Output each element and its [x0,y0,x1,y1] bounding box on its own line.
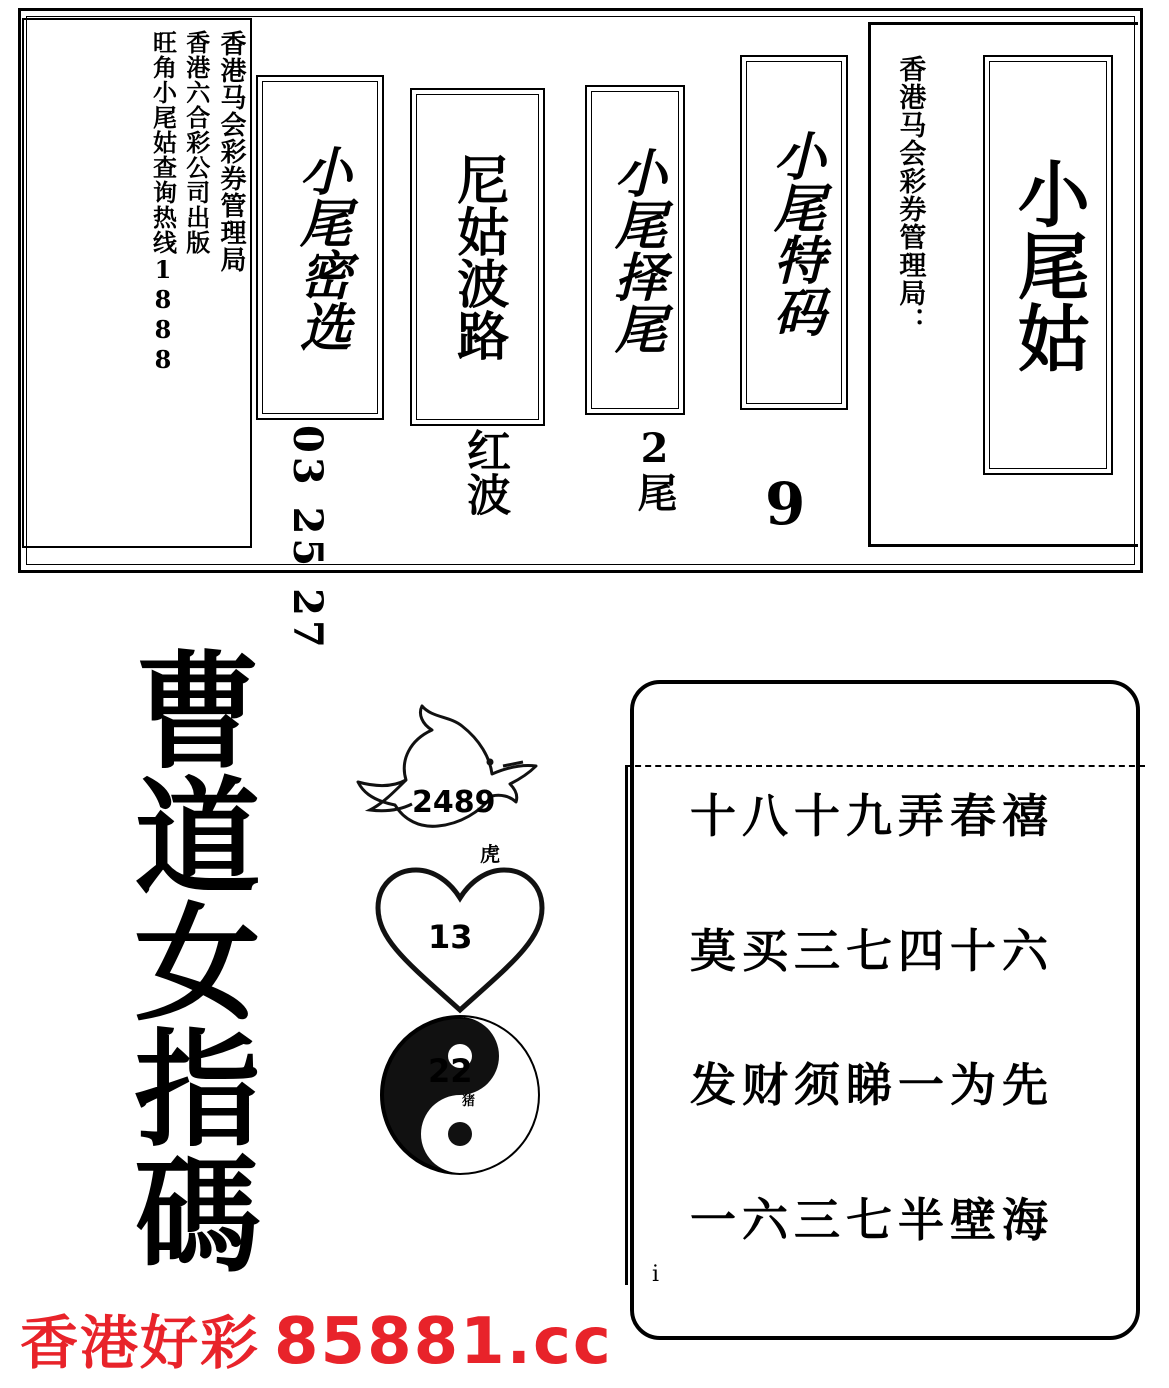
poem-mark: i [652,1262,660,1287]
cell-tema-title [740,55,848,410]
cell-bolu-inner [416,94,539,420]
cell-bowei-inner [591,91,679,409]
cell-bowei-title [585,85,685,415]
footer-watermark [20,1296,613,1380]
right-caption: 香港马会彩券管理局： [894,55,926,335]
heart-number: 13 [428,918,473,956]
cell-bowei-value: 2尾 [631,425,678,512]
poem-line-1: 十八十九弄春禧 [690,789,1054,843]
poem-line-3: 发财须睇一为先 [690,1058,1054,1113]
poem-line-2: 莫买三七四十六 [690,923,1054,978]
symbols-column [340,690,570,1230]
main-title-box [983,55,1113,475]
dove-tag: 虎 [480,842,500,866]
cell-tema-label: 小尾特码 [764,128,826,337]
footer-site-text: 85881.cc [274,1305,613,1379]
cell-bolu-title [410,88,545,426]
poem-line-4: 一六三七半壁海 [690,1192,1054,1247]
yin-yang-icon [375,1010,545,1180]
poem-lines [690,780,1120,1250]
cell-bowei-label: 小尾择尾 [605,146,667,354]
masthead-block [22,18,252,548]
yinyang-number: 22 [428,1052,473,1090]
cell-mixuan-inner [262,81,378,414]
cell-tema-value: 9 [765,470,806,538]
yinyang-tag: 猪 [462,1094,476,1109]
footer-brand-text: 香港好彩 [20,1309,261,1377]
cell-bolu-label: 尼姑波路 [447,153,509,361]
brand-title: 曹道女指碼 [114,645,261,1275]
cell-bolu-value: 红波 [459,428,510,516]
main-title-inner [989,61,1107,469]
dove-number: 2489 [412,785,496,820]
cell-mixuan-value: 03 25 27 [284,425,331,652]
masthead-column-2: 香港六合彩公司出版 [181,30,211,255]
main-title-label: 小尾姑 [1005,157,1091,373]
cell-tema-inner [746,61,842,404]
cell-mixuan-title [256,75,384,420]
masthead-column-1: 香港马会彩券管理局 [216,30,246,273]
cell-mixuan-label: 小尾密选 [290,143,352,352]
masthead-column-3: 旺角小尾姑查询热线1888 [148,30,178,375]
